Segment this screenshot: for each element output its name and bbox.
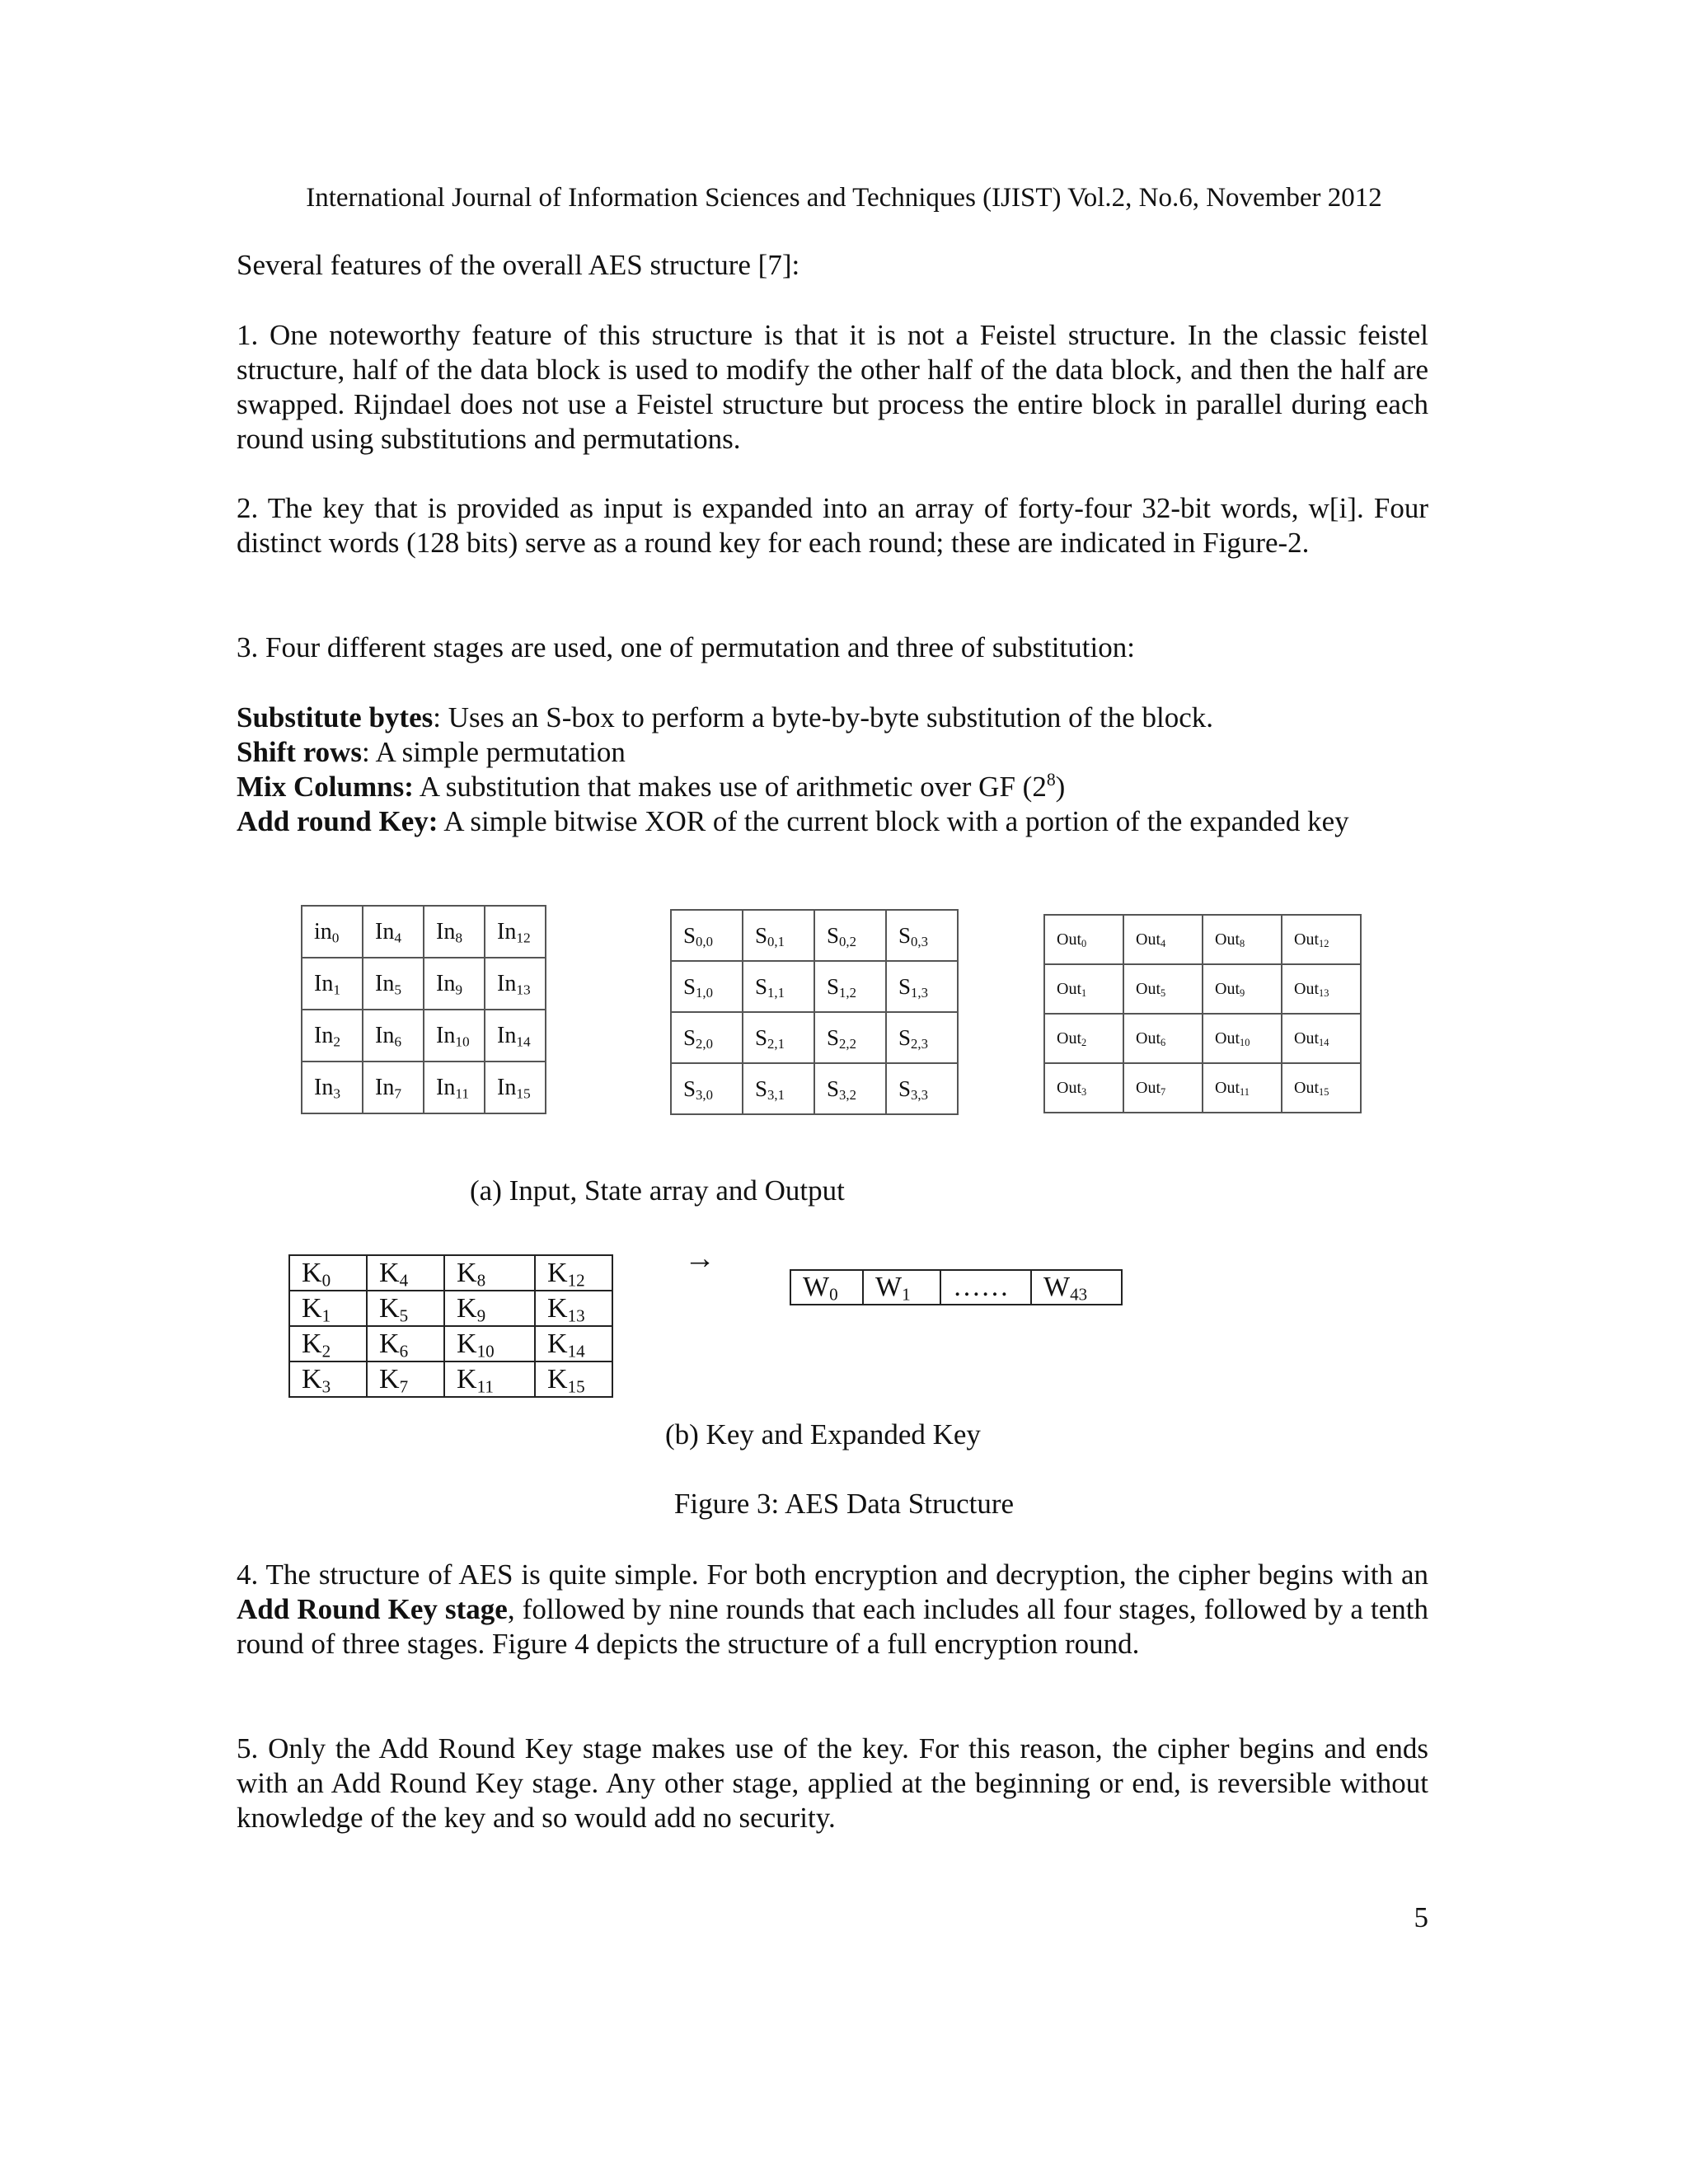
cell-subscript: 4 <box>399 1269 409 1290</box>
cell-base: …… <box>953 1272 1009 1302</box>
stage-label: Mix Columns: <box>237 771 414 803</box>
array-cell <box>863 1270 940 1305</box>
cell-base: K <box>302 1328 322 1359</box>
p4-post: , followed by nine rounds that each includes all four stages, followed by a tenth round of three stages. Figure 4 depicts the structure of a full encryption round. <box>237 1593 1428 1660</box>
array-cell <box>363 1010 424 1062</box>
cell-base: K <box>547 1292 568 1324</box>
cell-subscript: 12 <box>567 1269 585 1290</box>
page-number: 5 <box>1414 1901 1428 1933</box>
array-cell <box>886 1063 958 1114</box>
cell-base: In <box>497 918 517 944</box>
array-cell <box>302 1062 363 1113</box>
cell-base: K <box>302 1257 322 1288</box>
cell-base: K <box>302 1363 322 1394</box>
p4-bold: Add Round Key stage <box>237 1593 508 1625</box>
cell-base: Out <box>1215 979 1240 998</box>
cell-subscript: 5 <box>399 1305 409 1325</box>
cell-subscript: 6 <box>399 1340 409 1361</box>
cell-base: K <box>379 1363 400 1394</box>
array-cell <box>289 1326 367 1361</box>
cell-base: Out <box>1215 1029 1240 1047</box>
array-cell <box>940 1270 1031 1305</box>
cell-base: S <box>683 1076 696 1101</box>
array-cell <box>444 1361 535 1397</box>
cell-base: K <box>379 1257 400 1288</box>
array-cell <box>743 1063 814 1114</box>
cell-subscript: 2 <box>333 1033 341 1049</box>
cell-subscript: 8 <box>1240 937 1245 949</box>
cell-base: K <box>547 1328 568 1359</box>
array-cell <box>289 1291 367 1326</box>
cell-base: In <box>375 918 395 944</box>
cell-subscript: 1 <box>1081 987 1087 999</box>
array-row <box>671 961 958 1012</box>
cell-base: In <box>497 1022 517 1048</box>
array-cell <box>424 1010 485 1062</box>
array-cell <box>1044 915 1123 964</box>
array-cell <box>1282 964 1361 1014</box>
cell-subscript: 13 <box>567 1305 585 1325</box>
cell-subscript: 1,2 <box>839 984 856 1001</box>
paragraph-5: 5. Only the Add Round Key stage makes use of the key. For this reason, the cipher begins and ends with an Add Round Key stage. Any other stage, applied at the beginning or end, is reversible without knowledge of the key and so would add no security. <box>237 1732 1428 1834</box>
array-cell <box>790 1270 863 1305</box>
array-row <box>1044 1014 1361 1063</box>
cell-base: In <box>314 1022 334 1048</box>
cell-subscript: 3,1 <box>767 1086 785 1103</box>
cell-subscript: 14 <box>1319 1036 1329 1048</box>
array-cell <box>485 958 546 1010</box>
exponent: 8 <box>1046 769 1056 790</box>
intro-line: Several features of the overall AES structure [7]: <box>237 249 800 281</box>
cell-base: Out <box>1136 979 1160 998</box>
cell-base: Out <box>1136 1078 1160 1097</box>
cell-subscript: 43 <box>1070 1284 1088 1305</box>
cell-base: S <box>755 1024 768 1050</box>
array-cell <box>1031 1270 1122 1305</box>
stage-label: Shift rows <box>237 736 363 768</box>
array-row <box>302 958 546 1010</box>
cell-subscript: 8 <box>455 929 463 945</box>
cell-subscript: 1 <box>333 981 341 997</box>
cell-subscript: 15 <box>567 1376 585 1396</box>
array-cell <box>1123 964 1203 1014</box>
array-cell <box>485 906 546 958</box>
stage-text-close: ) <box>1055 771 1066 803</box>
figure-caption: Figure 3: AES Data Structure <box>673 1488 1015 1520</box>
array-cell <box>535 1361 612 1397</box>
cell-subscript: 15 <box>1319 1085 1329 1098</box>
cell-base: Out <box>1294 930 1319 949</box>
cell-base: S <box>827 922 840 948</box>
stage-list <box>237 701 1473 839</box>
cell-base: Out <box>1057 930 1081 949</box>
stage-label: Substitute bytes <box>237 701 434 733</box>
cell-subscript: 2,3 <box>911 1035 928 1052</box>
cell-subscript: 3,0 <box>696 1086 713 1103</box>
cell-subscript: 14 <box>567 1340 585 1361</box>
cell-subscript: 1 <box>321 1305 331 1325</box>
cell-base: Out <box>1057 979 1081 998</box>
array-cell <box>1123 1014 1203 1063</box>
cell-subscript: 0,0 <box>696 933 713 949</box>
stage-label: Add round Key: <box>237 805 438 837</box>
cell-base: Out <box>1057 1029 1081 1047</box>
array-row <box>289 1326 612 1361</box>
array-cell <box>367 1291 444 1326</box>
cell-base: K <box>379 1292 400 1324</box>
cell-subscript: 0 <box>321 1269 331 1290</box>
cell-base: K <box>457 1257 477 1288</box>
cell-subscript: 4 <box>394 929 402 945</box>
cell-subscript: 11 <box>455 1085 470 1101</box>
array-cell <box>671 1063 743 1114</box>
cell-base: W <box>1043 1272 1071 1302</box>
array-cell <box>1044 964 1123 1014</box>
array-cell <box>814 1063 886 1114</box>
cell-subscript: 0,2 <box>839 933 856 949</box>
cell-base: S <box>683 973 696 999</box>
cell-subscript: 10 <box>476 1340 495 1361</box>
cell-base: Out <box>1294 1078 1319 1097</box>
stage-text: : A simple permutation <box>362 736 626 768</box>
cell-base: S <box>755 973 768 999</box>
array-cell <box>1203 1063 1282 1113</box>
array-row <box>1044 964 1361 1014</box>
cell-base: In <box>314 1074 334 1100</box>
cell-subscript: 7 <box>394 1085 402 1101</box>
stage-shift-rows <box>237 735 1473 770</box>
cell-base: K <box>457 1328 477 1359</box>
paragraph-2: 2. The key that is provided as input is expanded into an array of forty-four 32-bit words, w[i]. Four distinct words (128 bits) serve as a round key for each round; these are indicated in Figure-2. <box>237 492 1428 559</box>
cell-subscript: 9 <box>476 1305 486 1325</box>
cell-subscript: 1 <box>902 1284 911 1305</box>
array-row <box>671 910 958 961</box>
array-cell <box>424 1062 485 1113</box>
stage-substitute-bytes <box>237 701 1473 735</box>
cell-base: K <box>302 1292 322 1324</box>
cell-subscript: 4 <box>1160 937 1166 949</box>
output-array-table <box>1043 914 1362 1113</box>
array-cell <box>302 958 363 1010</box>
cell-base: In <box>375 970 395 996</box>
array-cell <box>367 1255 444 1291</box>
array-row <box>671 1012 958 1063</box>
cell-subscript: 0,3 <box>911 933 928 949</box>
array-row <box>289 1291 612 1326</box>
cell-subscript: 12 <box>1319 937 1329 949</box>
cell-base: S <box>755 1076 768 1101</box>
array-cell <box>363 1062 424 1113</box>
array-cell <box>1203 915 1282 964</box>
array-cell <box>1203 1014 1282 1063</box>
array-cell <box>1203 964 1282 1014</box>
cell-subscript: 9 <box>455 981 463 997</box>
array-cell <box>814 1012 886 1063</box>
array-cell <box>302 1010 363 1062</box>
array-row <box>302 906 546 958</box>
arrow-icon: → <box>684 1241 715 1276</box>
array-row <box>1044 915 1361 964</box>
cell-base: S <box>898 1024 912 1050</box>
array-cell <box>302 906 363 958</box>
paragraph-4 <box>237 1558 1428 1661</box>
cell-base: In <box>436 1074 456 1100</box>
cell-base: Out <box>1057 1078 1081 1097</box>
cell-subscript: 6 <box>1160 1036 1166 1048</box>
stage-add-round-key <box>237 804 1473 839</box>
cell-base: Out <box>1294 1029 1319 1047</box>
caption-a: (a) Input, State array and Output <box>470 1174 845 1207</box>
key-array-table <box>288 1254 613 1398</box>
cell-base: K <box>457 1292 477 1324</box>
cell-subscript: 7 <box>399 1376 409 1396</box>
array-cell <box>485 1010 546 1062</box>
array-cell <box>367 1361 444 1397</box>
cell-base: K <box>547 1257 568 1288</box>
array-cell <box>743 910 814 961</box>
array-cell <box>814 910 886 961</box>
stage-text: : Uses an S-box to perform a byte-by-byte substitution of the block. <box>433 701 1214 733</box>
array-cell <box>1282 1014 1361 1063</box>
cell-base: W <box>875 1272 903 1302</box>
cell-subscript: 1,3 <box>911 984 928 1001</box>
p4-pre: 4. The structure of AES is quite simple. For both encryption and decryption, the cipher begins with an <box>237 1558 1428 1591</box>
cell-base: K <box>379 1328 400 1359</box>
cell-subscript: 1,0 <box>696 984 713 1001</box>
cell-subscript: 2,0 <box>696 1035 713 1052</box>
cell-subscript: 2 <box>321 1340 331 1361</box>
cell-base: Out <box>1136 1029 1160 1047</box>
paragraph-1: 1. One noteworthy feature of this structure is that it is not a Feistel structure. In the classic feistel structure, half of the data block is used to modify the other half of the data block, and then the half are swapped. Rijndael does not use a Feistel structure but process the entire block in parallel during each round using substitutions and permutations. <box>237 319 1428 455</box>
array-cell <box>1044 1014 1123 1063</box>
caption-b: (b) Key and Expanded Key <box>665 1418 981 1451</box>
cell-subscript: 0 <box>829 1284 838 1305</box>
array-cell <box>485 1062 546 1113</box>
expanded-key-row <box>790 1270 1122 1305</box>
array-cell <box>367 1326 444 1361</box>
array-row <box>302 1010 546 1062</box>
cell-subscript: 6 <box>394 1033 402 1049</box>
cell-subscript: 3,2 <box>839 1086 856 1103</box>
cell-subscript: 5 <box>1160 987 1166 999</box>
stage-text: A substitution that makes use of arithmetic over GF (2 <box>413 771 1047 803</box>
array-cell <box>535 1326 612 1361</box>
state-array-table <box>670 909 959 1115</box>
cell-base: S <box>827 1076 840 1101</box>
cell-subscript: 0,1 <box>767 933 785 949</box>
cell-base: In <box>497 970 517 996</box>
cell-base: S <box>683 922 696 948</box>
cell-subscript: 2,2 <box>839 1035 856 1052</box>
cell-subscript: 3 <box>333 1085 341 1101</box>
cell-base: S <box>827 1024 840 1050</box>
cell-base: Out <box>1294 979 1319 998</box>
cell-base: K <box>457 1363 477 1394</box>
array-cell <box>444 1326 535 1361</box>
array-cell <box>886 1012 958 1063</box>
cell-subscript: 8 <box>476 1269 486 1290</box>
array-cell <box>363 958 424 1010</box>
array-row <box>289 1361 612 1397</box>
cell-base: In <box>375 1074 395 1100</box>
cell-subscript: 0 <box>1081 937 1087 949</box>
cell-base: W <box>803 1272 830 1302</box>
array-cell <box>886 910 958 961</box>
array-cell <box>424 958 485 1010</box>
array-row <box>289 1255 612 1291</box>
cell-subscript: 5 <box>394 981 402 997</box>
cell-subscript: 3 <box>321 1376 331 1396</box>
cell-base: K <box>547 1363 568 1394</box>
stage-text: A simple bitwise XOR of the current block with a portion of the expanded key <box>438 805 1349 837</box>
expanded-key-table <box>790 1269 1123 1305</box>
cell-base: Out <box>1215 930 1240 949</box>
cell-base: In <box>436 970 456 996</box>
cell-base: Out <box>1215 1078 1240 1097</box>
array-cell <box>814 961 886 1012</box>
array-cell <box>743 961 814 1012</box>
cell-subscript: 10 <box>455 1033 470 1049</box>
cell-subscript: 14 <box>516 1033 531 1049</box>
cell-subscript: 15 <box>516 1085 531 1101</box>
array-cell <box>363 906 424 958</box>
array-cell <box>1044 1063 1123 1113</box>
cell-base: S <box>683 1024 696 1050</box>
cell-base: In <box>436 1022 456 1048</box>
stage-mix-columns <box>237 770 1473 804</box>
cell-subscript: 12 <box>516 929 531 945</box>
cell-base: In <box>497 1074 517 1100</box>
cell-base: In <box>375 1022 395 1048</box>
array-cell <box>886 961 958 1012</box>
array-cell <box>1123 1063 1203 1113</box>
cell-subscript: 1,1 <box>767 984 785 1001</box>
cell-base: S <box>898 922 912 948</box>
cell-base: in <box>314 918 332 944</box>
cell-subscript: 3 <box>1081 1085 1087 1098</box>
cell-subscript: 0 <box>331 929 340 945</box>
cell-subscript: 13 <box>1319 987 1329 999</box>
cell-subscript: 2,1 <box>767 1035 785 1052</box>
array-cell <box>1282 915 1361 964</box>
array-cell <box>444 1255 535 1291</box>
input-array-table <box>301 905 546 1114</box>
paragraph-3: 3. Four different stages are used, one of permutation and three of substitution: <box>237 631 1135 663</box>
cell-base: S <box>755 922 768 948</box>
array-row <box>671 1063 958 1114</box>
array-cell <box>1123 915 1203 964</box>
cell-subscript: 2 <box>1081 1036 1087 1048</box>
array-cell <box>1282 1063 1361 1113</box>
array-cell <box>289 1255 367 1291</box>
cell-base: Out <box>1136 930 1160 949</box>
array-cell <box>671 910 743 961</box>
cell-subscript: 11 <box>476 1376 494 1396</box>
array-row <box>1044 1063 1361 1113</box>
array-cell <box>535 1255 612 1291</box>
array-cell <box>289 1361 367 1397</box>
cell-subscript: 10 <box>1240 1036 1250 1048</box>
array-cell <box>671 961 743 1012</box>
cell-base: S <box>898 1076 912 1101</box>
cell-base: In <box>436 918 456 944</box>
array-cell <box>444 1291 535 1326</box>
cell-base: S <box>827 973 840 999</box>
cell-base: S <box>898 973 912 999</box>
cell-subscript: 7 <box>1160 1085 1166 1098</box>
array-row <box>302 1062 546 1113</box>
cell-subscript: 13 <box>516 981 531 997</box>
cell-subscript: 3,3 <box>911 1086 928 1103</box>
running-header: International Journal of Information Sciences and Techniques (IJIST) Vol.2, No.6, November 2012 <box>306 183 1382 213</box>
array-cell <box>671 1012 743 1063</box>
array-cell <box>535 1291 612 1326</box>
cell-subscript: 9 <box>1240 987 1245 999</box>
cell-subscript: 11 <box>1240 1085 1250 1098</box>
array-cell <box>743 1012 814 1063</box>
cell-base: In <box>314 970 334 996</box>
array-cell <box>424 906 485 958</box>
